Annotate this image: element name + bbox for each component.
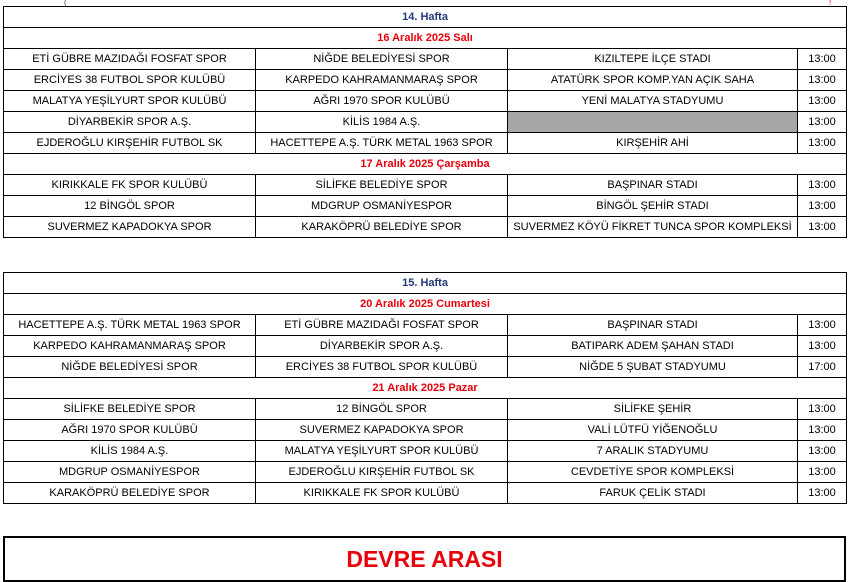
venue: SİLİFKE ŞEHİR: [508, 399, 798, 420]
away-team: AĞRI 1970 SPOR KULÜBÜ: [256, 91, 508, 112]
week-header-row: [4, 273, 847, 294]
kickoff-time: 13:00: [798, 70, 847, 91]
away-team: KİLİS 1984 A.Ş.: [256, 112, 508, 133]
match-row: [4, 441, 847, 462]
away-team: ETİ GÜBRE MAZIDAĞI FOSFAT SPOR: [256, 315, 508, 336]
venue: NİĞDE 5 ŞUBAT STADYUMU: [508, 357, 798, 378]
kickoff-time: 13:00: [798, 49, 847, 70]
date-header-row: [4, 294, 847, 315]
cropped-text-right: !: [829, 0, 832, 6]
venue: YENİ MALATYA STADYUMU: [508, 91, 798, 112]
kickoff-time: 13:00: [798, 217, 847, 238]
match-date: 20 Aralık 2025 Cumartesi: [4, 294, 847, 315]
match-row: [4, 49, 847, 70]
away-team: ERCİYES 38 FUTBOL SPOR KULÜBÜ: [256, 357, 508, 378]
home-team: SUVERMEZ KAPADOKYA SPOR: [4, 217, 256, 238]
half-time-break-banner: DEVRE ARASI: [3, 536, 846, 582]
home-team: MDGRUP OSMANİYESPOR: [4, 462, 256, 483]
kickoff-time: 13:00: [798, 91, 847, 112]
home-team: KIRIKKALE FK SPOR KULÜBÜ: [4, 175, 256, 196]
kickoff-time: 13:00: [798, 441, 847, 462]
match-row: [4, 315, 847, 336]
kickoff-time: 13:00: [798, 175, 847, 196]
kickoff-time: 13:00: [798, 315, 847, 336]
match-row: [4, 357, 847, 378]
venue-missing-cell: [508, 112, 798, 133]
away-team: NİĞDE BELEDİYESİ SPOR: [256, 49, 508, 70]
kickoff-time: 13:00: [798, 420, 847, 441]
kickoff-time: 17:00: [798, 357, 847, 378]
match-row: [4, 462, 847, 483]
fixture-table-week-15: [3, 272, 847, 504]
home-team: HACETTEPE A.Ş. TÜRK METAL 1963 SPOR: [4, 315, 256, 336]
venue: BATIPARK ADEM ŞAHAN STADI: [508, 336, 798, 357]
home-team: 12 BİNGÖL SPOR: [4, 196, 256, 217]
home-team: KARAKÖPRÜ BELEDİYE SPOR: [4, 483, 256, 504]
venue: FARUK ÇELİK STADI: [508, 483, 798, 504]
home-team: MALATYA YEŞİLYURT SPOR KULÜBÜ: [4, 91, 256, 112]
away-team: EJDEROĞLU KIRŞEHİR FUTBOL SK: [256, 462, 508, 483]
venue: BİNGÖL ŞEHİR STADI: [508, 196, 798, 217]
match-date: 16 Aralık 2025 Salı: [4, 28, 847, 49]
date-header-row: [4, 28, 847, 49]
away-team: 12 BİNGÖL SPOR: [256, 399, 508, 420]
away-team: MDGRUP OSMANİYESPOR: [256, 196, 508, 217]
away-team: HACETTEPE A.Ş. TÜRK METAL 1963 SPOR: [256, 133, 508, 154]
home-team: EJDEROĞLU KIRŞEHİR FUTBOL SK: [4, 133, 256, 154]
venue: SUVERMEZ KÖYÜ FİKRET TUNCA SPOR KOMPLEKSİ: [508, 217, 798, 238]
kickoff-time: 13:00: [798, 399, 847, 420]
match-row: [4, 112, 847, 133]
venue: BAŞPINAR STADI: [508, 315, 798, 336]
match-row: [4, 420, 847, 441]
venue: KIZILTEPE İLÇE STADI: [508, 49, 798, 70]
match-date: 17 Aralık 2025 Çarşamba: [4, 154, 847, 175]
home-team: DİYARBEKİR SPOR A.Ş.: [4, 112, 256, 133]
match-row: [4, 70, 847, 91]
match-row: [4, 196, 847, 217]
venue: ATATÜRK SPOR KOMP.YAN AÇIK SAHA: [508, 70, 798, 91]
match-row: [4, 133, 847, 154]
match-row: [4, 336, 847, 357]
kickoff-time: 13:00: [798, 483, 847, 504]
away-team: KIRIKKALE FK SPOR KULÜBÜ: [256, 483, 508, 504]
kickoff-time: 13:00: [798, 133, 847, 154]
week-title: 14. Hafta: [4, 7, 847, 28]
week-header-row: [4, 7, 847, 28]
home-team: KİLİS 1984 A.Ş.: [4, 441, 256, 462]
home-team: SİLİFKE BELEDİYE SPOR: [4, 399, 256, 420]
away-team: SUVERMEZ KAPADOKYA SPOR: [256, 420, 508, 441]
away-team: KARPEDO KAHRAMANMARAŞ SPOR: [256, 70, 508, 91]
venue: KIRŞEHİR AHİ: [508, 133, 798, 154]
away-team: SİLİFKE BELEDİYE SPOR: [256, 175, 508, 196]
away-team: DİYARBEKİR SPOR A.Ş.: [256, 336, 508, 357]
match-date: 21 Aralık 2025 Pazar: [4, 378, 847, 399]
fixture-table-week-14: [3, 6, 847, 238]
date-header-row: [4, 154, 847, 175]
kickoff-time: 13:00: [798, 336, 847, 357]
cropped-text-left: (: [64, 0, 67, 6]
venue: CEVDETİYE SPOR KOMPLEKSİ: [508, 462, 798, 483]
match-row: [4, 175, 847, 196]
kickoff-time: 13:00: [798, 462, 847, 483]
kickoff-time: 13:00: [798, 196, 847, 217]
match-row: [4, 217, 847, 238]
kickoff-time: 13:00: [798, 112, 847, 133]
week-title: 15. Hafta: [4, 273, 847, 294]
away-team: MALATYA YEŞİLYURT SPOR KULÜBÜ: [256, 441, 508, 462]
home-team: AĞRI 1970 SPOR KULÜBÜ: [4, 420, 256, 441]
match-row: [4, 399, 847, 420]
date-header-row: [4, 378, 847, 399]
home-team: NİĞDE BELEDİYESİ SPOR: [4, 357, 256, 378]
home-team: ERCİYES 38 FUTBOL SPOR KULÜBÜ: [4, 70, 256, 91]
venue: VALİ LÜTFÜ YİĞENOĞLU: [508, 420, 798, 441]
match-row: [4, 483, 847, 504]
home-team: ETİ GÜBRE MAZIDAĞI FOSFAT SPOR: [4, 49, 256, 70]
venue: BAŞPINAR STADI: [508, 175, 798, 196]
away-team: KARAKÖPRÜ BELEDİYE SPOR: [256, 217, 508, 238]
venue: 7 ARALIK STADYUMU: [508, 441, 798, 462]
home-team: KARPEDO KAHRAMANMARAŞ SPOR: [4, 336, 256, 357]
match-row: [4, 91, 847, 112]
